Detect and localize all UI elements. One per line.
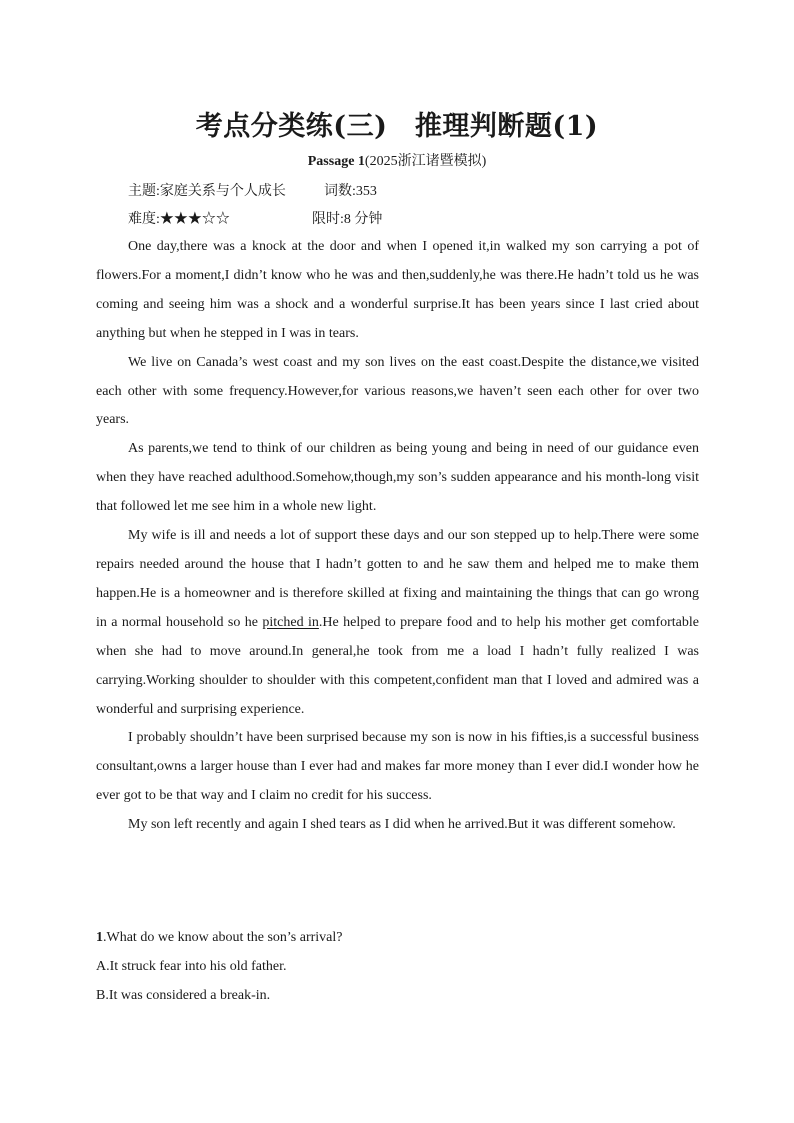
time-limit-group: [312, 208, 382, 228]
time-value: 8 分钟: [343, 212, 383, 227]
option-b: B.It was considered a break-in.: [96, 987, 271, 1003]
theme-value: 家庭关系与个人成长: [159, 184, 286, 199]
passage-heading: [0, 150, 794, 170]
difficulty-stars: ★★★☆☆: [159, 212, 230, 227]
paragraph-2: We live on Canada’s west coast and my son lives on the east coast.Despite the distance,we visited each other with some frequency.However,for various reasons,we haven’t seen each other for over two years.: [96, 354, 699, 428]
passage-source: (2025浙江诸暨模拟): [364, 154, 487, 169]
difficulty-label: 难度:: [128, 212, 160, 227]
paragraph-4: [96, 522, 699, 724]
word-count-label: 词数:: [324, 184, 356, 199]
theme-label: 主题:: [128, 184, 160, 199]
question-number: 1: [96, 930, 103, 945]
word-count-value: 353: [355, 184, 377, 199]
question-block: [96, 924, 699, 1011]
passage-label: Passage 1: [307, 154, 365, 169]
paragraph-4-after: .He helped to prepare food and to help his mother get comfortable when she had to move around.In general,he took from me a load I hadn’t fully realized I was carrying.Working shoulder to shoulder with this competent,confident man that I loved and admired was a wonderful and surprising experience.: [96, 614, 699, 717]
question-stem-row: 1.What do we know about the son’s arrival?: [96, 930, 343, 945]
underlined-phrase: pitched in: [262, 614, 319, 630]
paragraph-6: My son left recently and again I shed tears as I did when he arrived.But it was different somehow.: [128, 817, 676, 833]
passage-body: [96, 233, 699, 840]
paragraph-5: I probably shouldn’t have been surprised because my son is now in his fifties,is a successful business consultant,owns a larger house than I ever had and makes far more money than I ever did.I wonder how he ever got to be that way and I claim no credit for his success.: [96, 730, 699, 804]
meta-row-difficulty: [128, 208, 383, 228]
word-count-group: [324, 180, 377, 200]
meta-row-theme: [128, 180, 377, 200]
page-title: 考点分类练(三) 推理判断题(1): [195, 111, 599, 142]
time-label: 限时:: [312, 212, 344, 227]
option-a: A.It struck fear into his old father.: [96, 958, 287, 974]
question-stem: What do we know about the son’s arrival?: [106, 930, 343, 945]
paragraph-1: One day,there was a knock at the door and when I opened it,in walked my son carrying a pot of flowers.For a moment,I didn’t know who he was and then,suddenly,he was there.He hadn’t told us he was coming and seeing him was a shock and a wonderful surprise.It has been years since I last cried about anything but when he stepped in I was in tears.: [96, 239, 699, 341]
paragraph-3: As parents,we tend to think of our children as being young and being in need of our guidance even when they have reached adulthood.Somehow,though,my son’s sudden appearance and his month-long visit that followed let me see him in a whole new light.: [96, 441, 699, 515]
paragraph-4-before: My wife is ill and needs a lot of support these days and our son stepped up to help.There were some repairs needed around the house that I hadn’t gotten to and he saw them and helped me to make them happen.He is a homeowner and is therefore skilled at fixing and maintaining the things that can go wrong in a normal household so he: [96, 528, 699, 630]
